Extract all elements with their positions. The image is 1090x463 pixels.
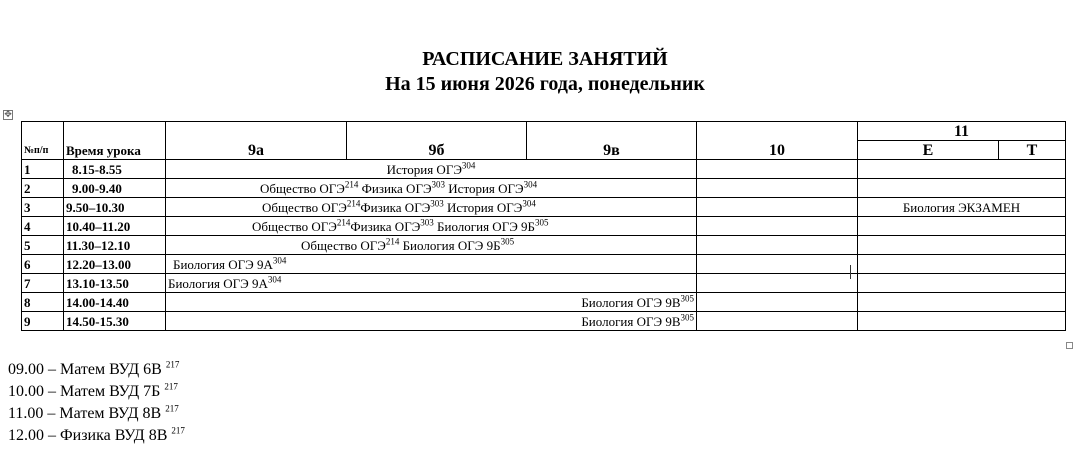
class-11-cell[interactable] [858,217,1066,236]
text-cursor [850,265,851,279]
table-row [22,255,1066,274]
schedule-title: РАСПИСАНИЕ ЗАНЯТИЙ [422,48,668,70]
lesson-cell[interactable]: Биология ОГЭ $9А^{304}$ [166,274,697,293]
header-class-9v: 9в [527,122,697,160]
lesson-cell[interactable]: Биология ОГЭ $9В^{305}$ [166,293,697,312]
note-line[interactable]: 10.00 – Матем ВУД 7Б $^{217}$ [8,381,178,400]
lesson-cell[interactable]: История ОГЭ$^{304}$ [166,160,697,179]
row-time: 10.40–11.20 [64,217,166,236]
row-number: 8 [22,293,64,312]
class-11-cell[interactable]: Биология ЭКЗАМЕН [858,198,1066,217]
header-class-11e: Е [858,141,999,160]
row-time: 14.00-14.40 [64,293,166,312]
lesson-cell[interactable]: Общество ОГЭ$^{214}$ Биология ОГЭ $9Б^{305}$ [166,236,697,255]
class-10-cell[interactable] [697,255,858,274]
row-number: 9 [22,312,64,331]
class-11-cell[interactable] [858,293,1066,312]
table-row [22,274,1066,293]
row-number: 4 [22,217,64,236]
row-time: 9.00-9.40 [64,179,166,198]
row-time: 8.15-8.55 [64,160,166,179]
note-line[interactable]: 09.00 – Матем ВУД 6В $^{217}$ [8,359,180,378]
class-10-cell[interactable] [697,217,858,236]
header-class-11t: Т [999,141,1066,160]
class-10-cell[interactable] [697,274,858,293]
row-number: 6 [22,255,64,274]
class-10-cell[interactable] [697,312,858,331]
note-line[interactable]: 12.00 – Физика ВУД 8В $^{217}$ [8,425,185,444]
table-row [22,312,1066,331]
row-time: 11.30–12.10 [64,236,166,255]
table-row [22,217,1066,236]
row-time: 14.50-15.30 [64,312,166,331]
class-11-cell[interactable] [858,179,1066,198]
class-10-cell[interactable] [697,160,858,179]
class-10-cell[interactable] [697,293,858,312]
class-11-cell[interactable] [858,255,1066,274]
class-10-cell[interactable] [697,179,858,198]
note-line[interactable]: 11.00 – Матем ВУД 8В $^{217}$ [8,403,179,422]
schedule-subtitle: На 15 июня 2026 года, понедельник [385,73,705,95]
class-10-cell[interactable] [697,198,858,217]
header-class-10: 10 [697,122,858,160]
lesson-cell[interactable]: Биология ОГЭ $9В^{305}$ [166,312,697,331]
table-resize-handle-icon[interactable] [1066,342,1073,349]
row-number: 2 [22,179,64,198]
row-number: 1 [22,160,64,179]
table-row [22,236,1066,255]
class-11-cell[interactable] [858,274,1066,293]
header-row [22,122,1066,141]
row-time: 12.20–13.00 [64,255,166,274]
class-11-cell[interactable] [858,160,1066,179]
table-move-handle-icon[interactable]: ✥ [4,110,12,120]
header-class-9b: 9б [347,122,527,160]
class-10-cell[interactable] [697,236,858,255]
notes-block [8,359,185,447]
table-row [22,179,1066,198]
table-row [22,293,1066,312]
row-time: 13.10-13.50 [64,274,166,293]
header-num: №п/п [22,122,64,160]
row-number: 3 [22,198,64,217]
table-row [22,160,1066,179]
row-number: 5 [22,236,64,255]
class-11-cell[interactable] [858,312,1066,331]
row-time: 9.50–10.30 [64,198,166,217]
header-time: Время урока [64,122,166,160]
lesson-cell[interactable]: Биология ОГЭ $9А^{304}$ [166,255,697,274]
header-class-9a: 9а [166,122,347,160]
lesson-cell[interactable]: Общество ОГЭ$^{214}$Физика ОГЭ$^{303}$ История ОГЭ$^{304}$ [166,198,697,217]
schedule-table [21,121,1066,331]
lesson-cell[interactable]: Общество ОГЭ$^{214}$ Физика ОГЭ$^{303}$ История ОГЭ$^{304}$ [166,179,697,198]
class-11-cell[interactable] [858,236,1066,255]
header-class-11: 11 [858,122,1066,141]
lesson-cell[interactable]: Общество ОГЭ$^{214}$Физика ОГЭ$^{303}$ Биология ОГЭ $9Б^{305}$ [166,217,697,236]
row-number: 7 [22,274,64,293]
table-row [22,198,1066,217]
